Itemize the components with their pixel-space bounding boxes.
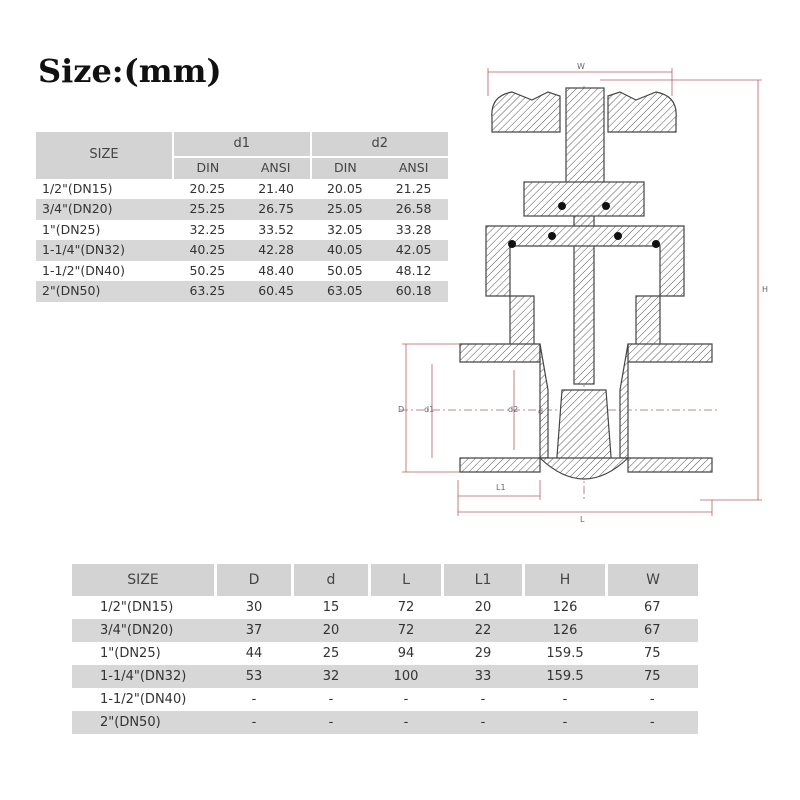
size-cell: 1"(DN25): [42, 221, 101, 237]
value-cell: 26.58: [379, 199, 448, 220]
value-cell: -: [649, 692, 655, 707]
value-cell: 42.28: [242, 240, 311, 261]
value-cell: 20: [474, 600, 492, 615]
value-cell: 63.05: [311, 281, 380, 302]
value-cell: 72: [397, 600, 415, 615]
table-row: [72, 619, 698, 642]
value-cell: 60.45: [242, 281, 311, 302]
page-title: Size:(mm): [38, 52, 222, 90]
value-cell: 33: [443, 665, 524, 688]
d1-ansi-header: ANSI: [242, 157, 311, 179]
value-cell: 33.52: [258, 221, 295, 237]
value-cell: 63.25: [173, 281, 242, 302]
size-cell: 1/2"(DN15): [100, 600, 174, 615]
dim-label-d2: d2: [508, 405, 519, 414]
value-cell: -: [443, 711, 524, 734]
value-cell: 40.25: [173, 240, 242, 261]
size-cell: 1-1/4"(DN32): [36, 240, 173, 261]
value-cell: 159.5: [546, 646, 584, 661]
table-row: [72, 596, 698, 619]
l1-header: L1: [443, 564, 524, 596]
d1-din-header: DIN: [173, 157, 242, 179]
size-cell: 2"(DN50): [72, 711, 216, 734]
value-cell: 126: [552, 600, 578, 615]
dim-label-d: d: [538, 407, 544, 416]
value-cell: 25.05: [311, 199, 380, 220]
value-cell: -: [562, 692, 568, 707]
dim-label-w: W: [577, 62, 585, 71]
value-cell: 48.12: [395, 262, 432, 278]
value-cell: 60.18: [379, 281, 448, 302]
value-cell: -: [216, 711, 293, 734]
value-cell: 50.25: [189, 262, 226, 278]
value-cell: 67: [607, 619, 699, 642]
size-cell: 1-1/4"(DN32): [72, 665, 216, 688]
value-cell: -: [370, 711, 443, 734]
value-cell: 44: [245, 646, 263, 661]
dimensions-table: [72, 564, 698, 734]
valve-cross-section-drawing: [380, 60, 800, 530]
value-cell: 159.5: [524, 665, 607, 688]
size-cell: 3/4"(DN20): [72, 619, 216, 642]
value-cell: 67: [643, 600, 661, 615]
dim-label-l: L: [580, 515, 585, 524]
value-cell: 42.05: [379, 240, 448, 261]
value-cell: 25: [322, 646, 340, 661]
value-cell: 53: [216, 665, 293, 688]
value-cell: -: [251, 692, 257, 707]
d2-ansi-header: ANSI: [379, 157, 448, 179]
value-cell: 30: [245, 600, 263, 615]
dim-label-l1: L1: [496, 483, 506, 492]
size-header: SIZE: [72, 564, 216, 596]
value-cell: 100: [370, 665, 443, 688]
h-header: H: [524, 564, 607, 596]
d1-group-header: d1: [173, 132, 311, 157]
size-cell: 1-1/2"(DN40): [42, 262, 125, 278]
table-row: [72, 688, 698, 711]
d-outer-header: D: [216, 564, 293, 596]
d2-din-header: DIN: [311, 157, 380, 179]
value-cell: 33.28: [395, 221, 432, 237]
value-cell: 126: [524, 619, 607, 642]
value-cell: 94: [397, 646, 415, 661]
value-cell: 32.25: [189, 221, 226, 237]
value-cell: -: [524, 711, 607, 734]
value-cell: 20: [293, 619, 370, 642]
table-row: [72, 665, 698, 688]
value-cell: 22: [443, 619, 524, 642]
value-cell: 29: [474, 646, 492, 661]
value-cell: 50.05: [326, 262, 363, 278]
dim-label-d-outer: D: [398, 405, 405, 414]
value-cell: 32: [293, 665, 370, 688]
value-cell: -: [480, 692, 486, 707]
d2-group-header: d2: [311, 132, 449, 157]
size-cell: 1/2"(DN15): [42, 180, 113, 196]
value-cell: 21.25: [395, 180, 432, 196]
value-cell: -: [293, 711, 370, 734]
value-cell: 20.25: [189, 180, 226, 196]
value-cell: 75: [643, 646, 661, 661]
value-cell: 37: [216, 619, 293, 642]
value-cell: 48.40: [258, 262, 295, 278]
table-row: [72, 711, 698, 734]
value-cell: -: [607, 711, 699, 734]
value-cell: 21.40: [258, 180, 295, 196]
value-cell: 25.25: [173, 199, 242, 220]
size-cell: 2"(DN50): [36, 281, 173, 302]
size-cell: 1"(DN25): [100, 646, 161, 661]
dim-label-d1: d1: [424, 405, 435, 414]
value-cell: 15: [322, 600, 340, 615]
value-cell: -: [403, 692, 409, 707]
w-header: W: [607, 564, 699, 596]
size-cell: 1-1/2"(DN40): [100, 692, 187, 707]
value-cell: -: [328, 692, 334, 707]
l-header: L: [370, 564, 443, 596]
value-cell: 72: [370, 619, 443, 642]
value-cell: 26.75: [242, 199, 311, 220]
value-cell: 32.05: [326, 221, 363, 237]
value-cell: 20.05: [326, 180, 363, 196]
size-cell: 3/4"(DN20): [36, 199, 173, 220]
table-row: [72, 642, 698, 665]
value-cell: 40.05: [311, 240, 380, 261]
size-header: SIZE: [36, 132, 173, 179]
value-cell: 75: [607, 665, 699, 688]
dim-label-h: H: [762, 285, 769, 294]
d-header: d: [293, 564, 370, 596]
